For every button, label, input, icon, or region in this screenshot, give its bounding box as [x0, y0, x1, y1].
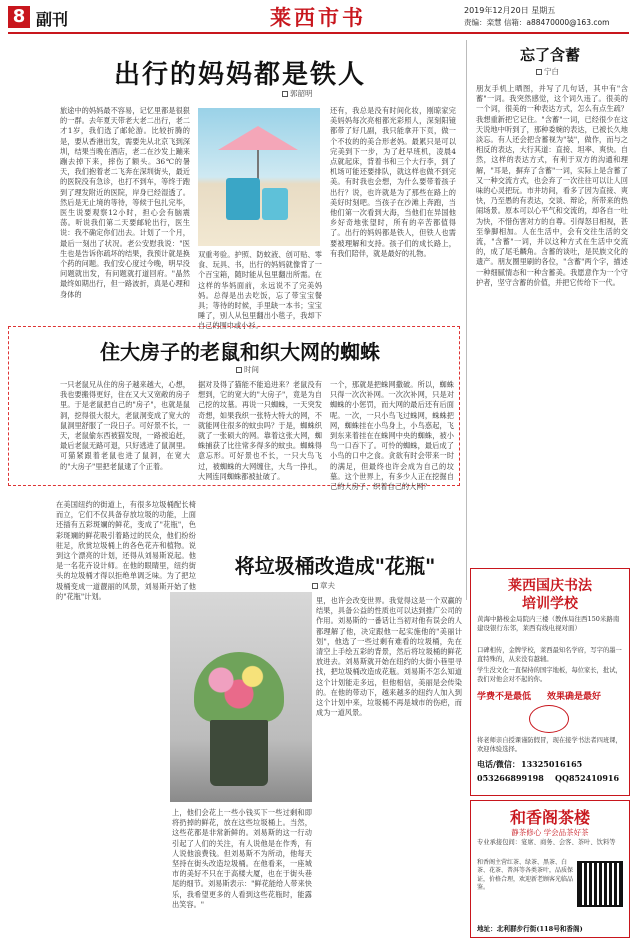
trash-can: [210, 720, 268, 786]
author-marker: [312, 583, 318, 589]
article2-title: 住大房子的老鼠和织大网的蜘蛛: [100, 340, 380, 364]
ad2-subtitle: 静茶修心 学会品茶好茶: [511, 828, 589, 837]
article1-author: 郭韶明: [282, 88, 313, 99]
article3-col2: 上，他们会花上一些小钱买下一些过剩和即将扔掉的鲜花，放在这些垃圾桶上。当然，这些花都是非常新鲜的。刘易斯的这一行动引起了人们的关注，有人说他是在作秀，有人说他浪费钱。但刘易斯不为所动，他每天坚持在街头改造垃圾桶。在他看来，一座城市的美好不只在于高楼大厦，也在于街头巷尾的细节。刘易斯表示："鲜花能给人带来快乐，我希望更多的人看到这些花瓶时，能露出笑容。": [172, 808, 312, 909]
section-title: 副刊: [36, 10, 69, 29]
sidebar1-text: 朋友手机上晒图，并写了几句话，其中有"含蓄"一词。我突然感觉，这个词久违了。很美的一个词，很美的一种表达方式，怎么有点生疏？我想重新把它记住。"含蓄"一词，已经很少在这天说地中听到了，那种委婉的表达，已被长久地淡忘。有人还会把含蓄视为"装"，做作，而与之相反的表达，大行其道：直接、坦率、爽快。自然，这样的表达方式，有利于双方的沟通和理解，"耳是，摒弃了含蓄"一词，实际上是含蓄了又一种交流方式，也会弃了一次往往可以让人回味的心灵把玩。市井坊间，看多了因为直接、爽快，乃至愚的有表达，交谈、辩论，所带来的热闹场景。原本可以心平气和交流的，却各自一吐为快，不惜伤害对方的自尊。引得怒目相视，甚至拳脚相加。人在生活中，会有交往生活的交流，"含蓄"一词，并以这种方式在生活中交流的，成了尾毛麟角。含蓄的谈吐，是民族文化的遗产。朋友圈里刷的各位，"含蓄"两个字，描述一种细腻情态和一种含蓄美。我愿意作为一个守护者，坚守含蓄的价值，并把它传给下一代。: [476, 84, 628, 287]
ad2-qr-code: [577, 861, 623, 907]
ad2-desc: 和香阁主营红茶、绿茶、黑茶、白茶、花茶、普洱等各类茶叶，品质保证，价格合理，欢迎新老顾客光临品鉴。: [477, 859, 574, 892]
header-rule: [8, 32, 629, 34]
article1-col3: 还有，我总是没有时间化妆，刚晾家完美妈妈每次亮相都光彩照人，深刻阳镜都带了好几副，我只能拿开下页，做一个不妆的的美合形老妈。最累只是可以完美到下一步，为了赶早班机，凌晨4点就起床，背着书和三个大行李，到了机场可能还要排队，就这样也做不到完美。有时我也会想，为什么要带着孩子出行？说，也许就是为了那些在路上的美好时刻吧。当孩子在沙滩上奔跑，当他们第一次看到大海，当他们在异国他乡好奇地张望时，所有的辛苦都值得了。出行的妈妈都是铁人，但铁人也需要被理解和支持。孩子们的成长路上，有我们陪伴，就是最好的礼物。: [330, 106, 456, 258]
ad1-title-line1: 莱西国庆书法: [508, 578, 592, 594]
page-header: [0, 0, 637, 38]
ad1-highlight2: 效果确是最好: [547, 692, 602, 702]
editor-info: 责编：栾慧 信箱：a88470000@163.com: [464, 18, 610, 27]
ad1-phone: 13325016165: [521, 759, 583, 769]
masthead: 莱西市书: [270, 5, 366, 30]
author-marker: [236, 367, 242, 373]
suitcase-small: [262, 188, 288, 220]
ad1-address: 黄海中路梭金局院内三楼（教体局往西150米路南建设银行东邻，莱西有线电视对面）: [477, 615, 620, 632]
issue-date: 2019年12月20日 星期五: [464, 6, 556, 15]
ad2-title: 和香阁茶楼: [509, 808, 590, 827]
article3-author: 章夫: [312, 580, 335, 591]
article1-col2: 双重考验。护照、防蚊液、创可贴、零食、玩具、书，出行的妈妈就像背了一个百宝箱，随时能从包里翻出所需。在这样的华妈面前，永远说不了完美妈妈。总得是出去吃饭，忘了带宝宝餐具；等待的时候，手里缺一本书；宝宝睡了，别人从包里翻出小毯子，我却下自己的围巾或小衫。: [198, 250, 322, 331]
sidebar1-author: 宁白: [536, 66, 559, 77]
ad1-slogan1: 口碑相传，金牌学校，莱西最知名学府，写字的墨一直特殊的，从来没有越辅。: [477, 647, 622, 663]
ad2-address: 地址：北利群步行街(118号和香阁): [477, 925, 583, 933]
ad1-frame: [470, 568, 630, 796]
ad1-slogan2: 学生没文化一直保持的国字地板，每位家长，批试，我们对他会对不起的你。: [477, 667, 622, 683]
ad1-logo-icon: [529, 705, 569, 733]
article3-title: 将垃圾桶改造成"花瓶": [234, 554, 436, 578]
ad2-frame: [470, 800, 630, 938]
article3-col3: 里，也许会改变世界。我觉得这是一个双赢的结果，具备公益的性质也可以达到推广公司的作用。刘易斯的一番话让当初对他有误会的人都理解了他，决定跟他一起实施他的"美丽计划"，他选了一些过剩有难看的垃圾桶，先在清空上手绘五彩的背景，然后将垃圾桶的鲜花放进去。刘易斯就开始在纽约的大街小巷里寻找，把垃圾桶改造成花瓶。刘易斯不怎么知道这个计划能走多远，但他相信，美丽是会传染的。在他的带动下，越来越多的纽约人加入到这个计划中来，垃圾桶不再是城市的伤疤，而成为一道风景。: [316, 596, 462, 718]
sidebar1-title: 忘了含蓄: [519, 46, 580, 64]
author-marker: [536, 69, 542, 75]
beach-umbrella: [218, 126, 298, 150]
article1-title: 出行的妈妈都是铁人: [113, 60, 366, 90]
article2-col2: 据对及得了猫能不能追进来？老鼠没有想到，它的宽大的"大房子"，竟是为自己挖的坟墓。再说一只蜘蛛，一天突发奇想，如果我织一张特大特大的网，不就能网住很多的蚊虫吗？于是，蜘蛛织就了一张硕大的网。靠着这张大网，蜘蛛捕获了比往常多得多的蚊虫。蜘蛛得意忘形。可好景也不长，一只大鸟飞过，被蜘蛛的大网缠住，大鸟一挣扎，大网连同蜘蛛都被扯破了。: [198, 380, 322, 481]
ad1-title-line2: 培训学校: [522, 596, 578, 612]
ad1-phone-label: 电话/微信：: [477, 759, 520, 769]
ad1-highlight1: 学费不是最低: [477, 692, 532, 702]
ad1-tel2: 053266899198: [477, 773, 544, 783]
page-number-badge: 8: [8, 6, 30, 28]
flower-bouquet: [194, 652, 284, 722]
article3-col1: 在美国纽约的街道上，有很多垃圾桶配长椅而立，它们不仅具备存放垃圾的功能，上面还插有五彩斑斓的鲜花，变成了"花瓶"，色彩斑斓的鲜花吸引着路过的民众，他们纷纷驻足，欣赏垃圾桶上的各色花卉和植物。说到这个漂亮的计划，还得从刘易斯说起。他是一名花卉设计师。在他的眼睛里，纽约街头的垃圾桶才得以拒绝单调乏味。为了把垃圾桶变成一道靓丽的风景，刘易斯开始了他的"花瓶"计划。: [56, 500, 196, 601]
ad1-sub: 将老师亲自授课谨防假冒，现在接学书法者四班课，欢迎体验选择。: [477, 737, 622, 753]
article1-col1: 旅途中的妈妈最不容易，记忆里都是很狠的一群。去年夏天带老大老二出行，老二才1岁，我们选了邮轮游。比较折腾的是，要从香港出发，需要先从北京飞到深圳，结果当晚在酒店，老二在沙发上蹦来蹦去掉下来，摔伤了额头。36℃的暑天，我们抱着老二飞奔在深圳街头，最近的医院没有急诊，也打不到车，等终于跑到了理发附近的医院，岸身已经湿透了。然后是无止境的等待，等候于包扎完毕，医生说要观察12小时，担心会有脑震荡。听说我们第二天要邮轮出行，医生说：我不确定你们出去。计划了一个月，最后一刻出了状况。老公安慰我说："医生也是告诉你疏坏的结果，我预计就是换个药的问题。我们安心度过今晚，明早没问题就出发，有问题就打道回府。"晶然最终如期出行，但一路波折，真是心理和身体的: [60, 106, 190, 299]
sidebar-divider: [466, 40, 467, 600]
article3-photo: [170, 592, 312, 802]
article2-author: 时间: [236, 364, 259, 375]
ad1-qq: QQ852410916: [555, 773, 620, 783]
suitcase-large: [226, 178, 260, 220]
article1-photo: [198, 108, 320, 246]
article2-col3: 一个，那就是把蛛网撒破。所以，蜘蛛只得一次次补网。一次次补网，只是对蜘蛛的小惩罚，而大网的最后还有后面呢。一次，一只小鸟飞过蛛网，蛛蛛把网，蜘蛛挂在小鸟身上，小鸟惑起，飞到东来着挂在在蛛网中央的蜘蛛，被小鸟一口吞下了。可怜的蜘蛛，最后成了小鸟的口中之食。贪欲有时会带来一时的满足，但最终也许会成为自己的坟墓。这个世界上，有多少人正在挖掘自己的大房子、织着自己的大网？: [330, 380, 454, 492]
ad2-services: 专业承接包间：宴席、商务、会客、茶叶、饮料等: [477, 839, 616, 846]
author-marker: [282, 91, 288, 97]
article2-col1: 一只老鼠兄从住的房子越来越大，心想，我也要搬得更好，住在又大又宽敞的房子里。于是老鼠把自己的"房子"，也就是鼠洞，挖得很大很大，老鼠洞变成了宽大的鼠洞里舒服了一段日子。可好景不长，一天，老鼠偷东西被猫发现，一路被追赶，最后老鼠无路可退，只好逃进了鼠洞里。可猫紧跟着老鼠也进了鼠洞，在宽大的"大房子"里把老鼠逮了个正着。: [60, 380, 190, 471]
